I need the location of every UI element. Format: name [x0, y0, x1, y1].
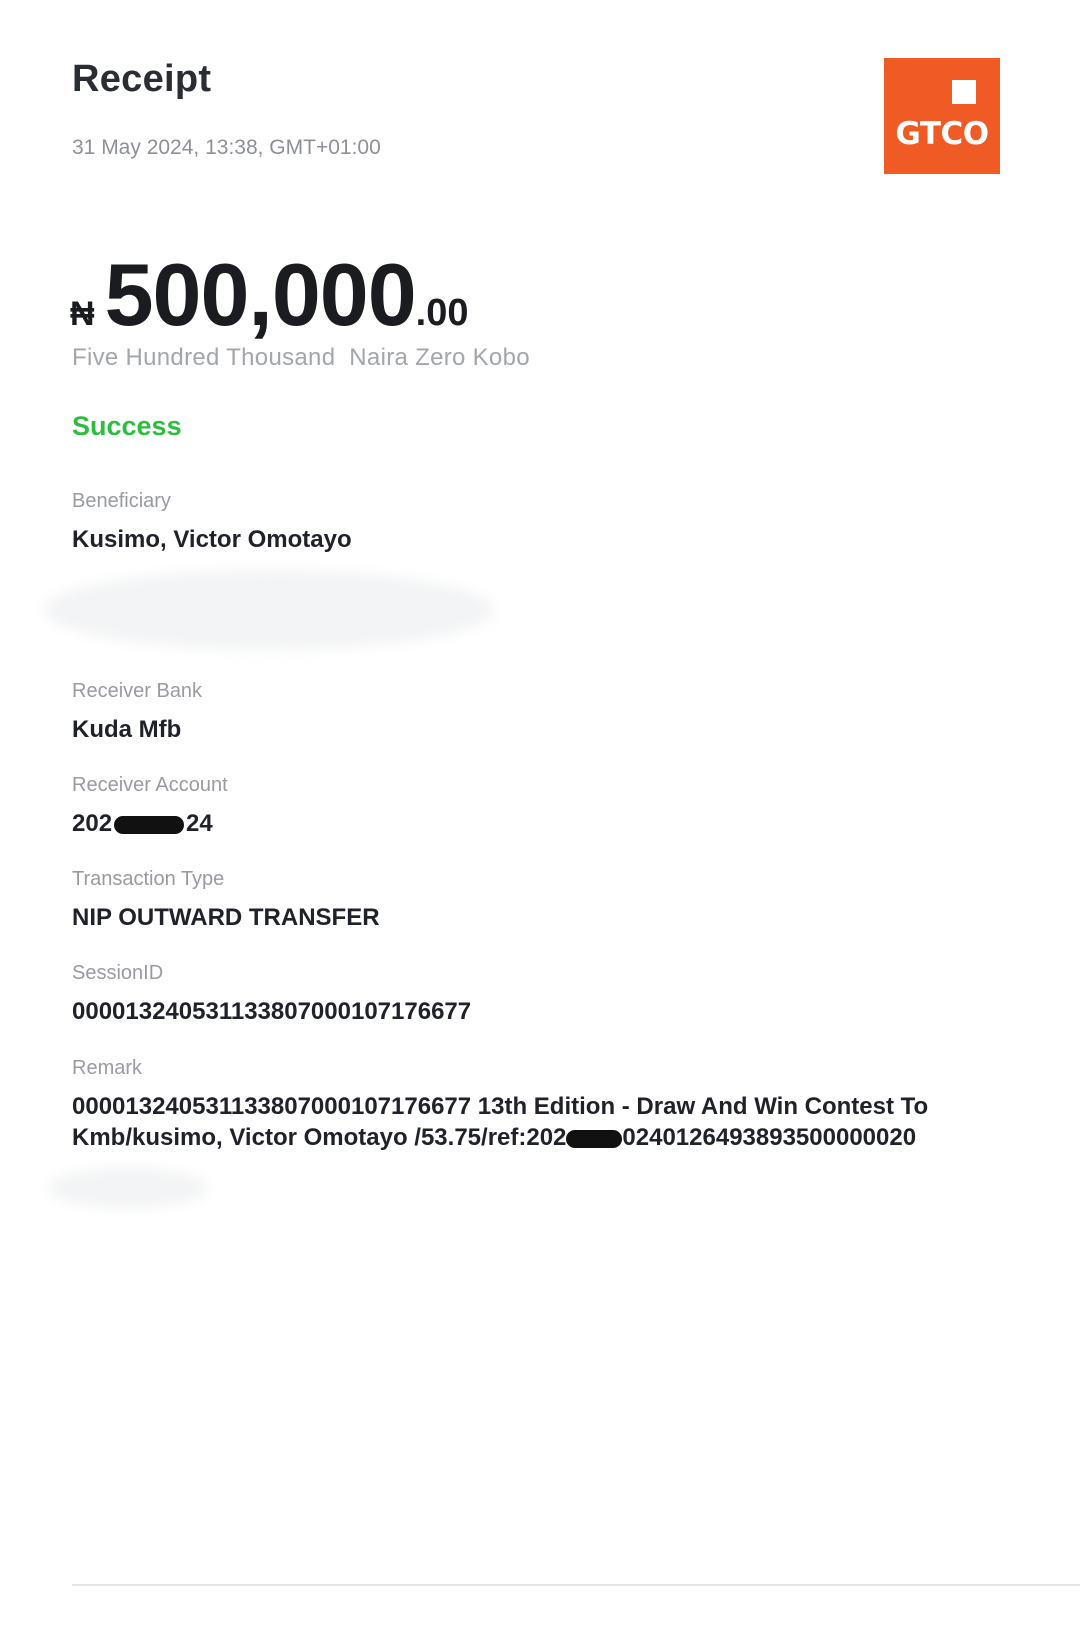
- transaction-type-label: Transaction Type: [72, 868, 225, 890]
- gtco-logo: [884, 58, 1000, 174]
- receipt-title: Receipt: [72, 58, 212, 100]
- redaction-mark: [114, 816, 184, 834]
- session-id-label: SessionID: [72, 962, 164, 984]
- receiver-bank-value: Kuda Mfb: [72, 716, 182, 743]
- account-start: 202: [72, 810, 113, 837]
- amount-in-words: Five Hundred Thousand Naira Zero Kobo: [72, 344, 530, 371]
- erased-region: [48, 1168, 208, 1208]
- amount-whole: 500,000: [104, 245, 416, 344]
- currency-symbol: ₦: [70, 295, 95, 333]
- receiver-account-label: Receiver Account: [72, 774, 228, 796]
- amount-decimal: .00: [415, 292, 469, 334]
- remark-line-2: [72, 1122, 1062, 1153]
- redaction-mark: [566, 1130, 622, 1148]
- transaction-type-value: NIP OUTWARD TRANSFER: [72, 904, 380, 931]
- account-end: 24: [186, 810, 213, 837]
- remark-line-1: 000013240531133807000107176677 13th Edition - Draw And Win Contest To: [72, 1093, 929, 1120]
- beneficiary-label: Beneficiary: [72, 490, 171, 512]
- remark-line-2-end: 0240126493893500000020: [622, 1124, 917, 1151]
- status-badge: Success: [72, 411, 182, 441]
- beneficiary-value: Kusimo, Victor Omotayo: [72, 526, 352, 553]
- remark-label: Remark: [72, 1057, 143, 1079]
- receiver-account-value: [72, 810, 213, 838]
- remark-value: [72, 1091, 1062, 1153]
- session-id-value: 000013240531133807000107176677: [72, 998, 472, 1025]
- receipt-timestamp: 31 May 2024, 13:38, GMT+01:00: [72, 136, 381, 159]
- logo-text: GTCO: [895, 116, 989, 152]
- bottom-divider: [72, 1584, 1080, 1586]
- erased-region: [44, 570, 494, 650]
- remark-line-2-start: Kmb/kusimo, Victor Omotayo /53.75/ref:202: [72, 1124, 567, 1151]
- amount-display: [70, 244, 469, 346]
- logo-square-icon: [952, 80, 976, 104]
- receiver-bank-label: Receiver Bank: [72, 680, 203, 702]
